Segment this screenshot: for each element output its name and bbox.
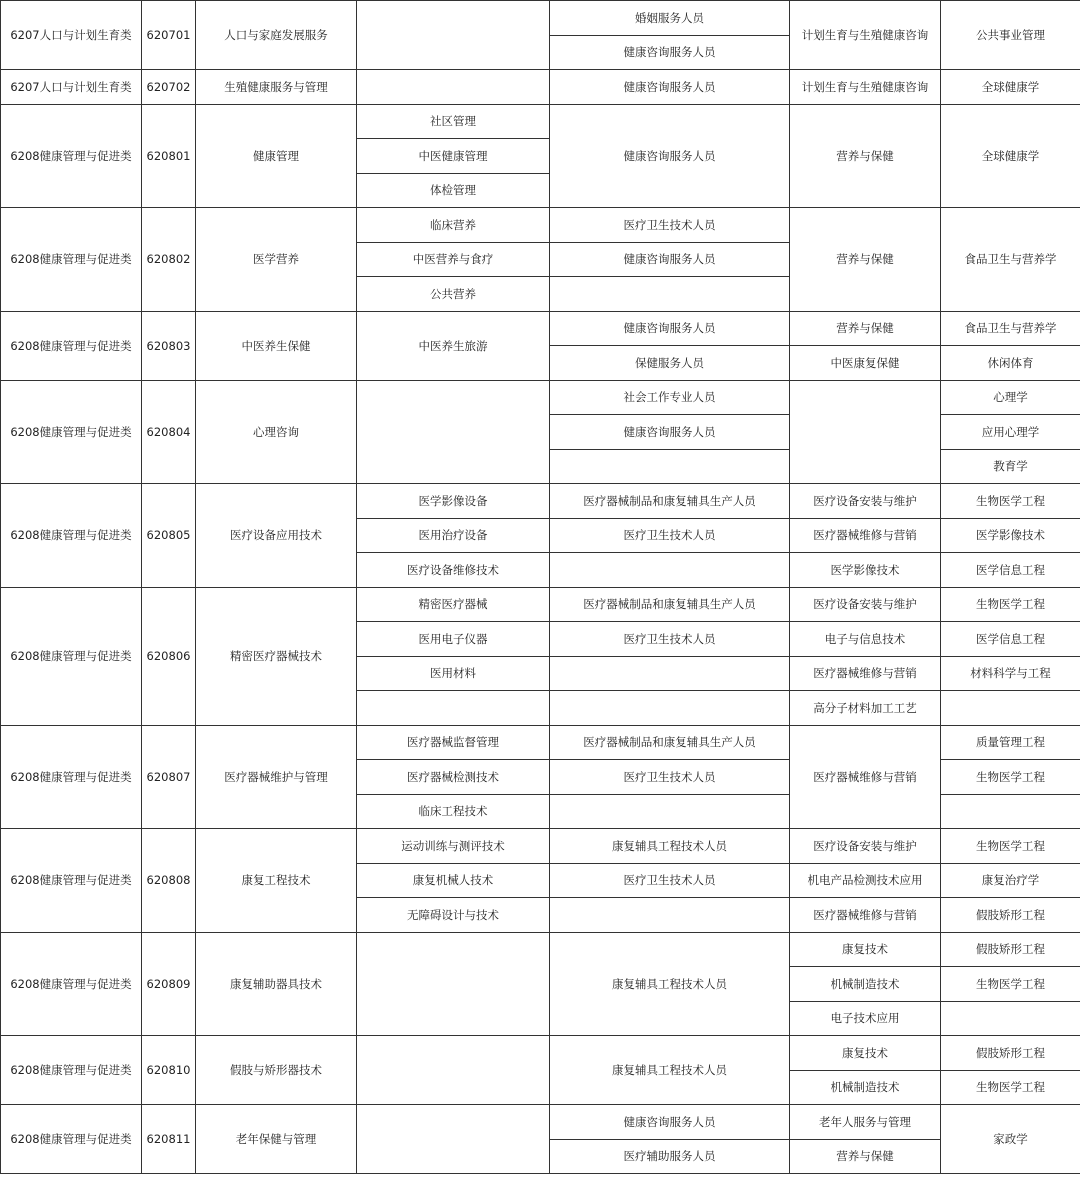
secondary-major-cell: 营养与保健 [790,104,941,208]
undergrad-major-cell [941,794,1080,829]
direction-cell: 医用治疗设备 [357,518,550,553]
category-cell: 6208健康管理与促进类 [1,484,142,588]
occupation-cell: 健康咨询服务人员 [550,311,790,346]
occupation-cell: 社会工作专业人员 [550,380,790,415]
occupation-cell: 医疗器械制品和康复辅具生产人员 [550,484,790,519]
major-name-cell: 生殖健康服务与管理 [196,70,357,105]
occupation-cell: 医疗器械制品和康复辅具生产人员 [550,725,790,760]
code-cell: 620809 [142,932,196,1036]
occupation-cell: 健康咨询服务人员 [550,104,790,208]
secondary-major-cell: 医疗设备安装与维护 [790,829,941,864]
category-cell: 6207人口与计划生育类 [1,70,142,105]
secondary-major-cell: 电子与信息技术 [790,622,941,657]
major-name-cell: 医疗器械维护与管理 [196,725,357,829]
code-cell: 620807 [142,725,196,829]
occupation-cell: 健康咨询服务人员 [550,35,790,70]
category-cell: 6208健康管理与促进类 [1,1105,142,1174]
category-cell: 6208健康管理与促进类 [1,311,142,380]
code-cell: 620801 [142,104,196,208]
major-name-cell: 康复辅助器具技术 [196,932,357,1036]
occupation-cell: 医疗卫生技术人员 [550,518,790,553]
undergrad-major-cell: 生物医学工程 [941,967,1080,1002]
occupation-cell: 医疗辅助服务人员 [550,1139,790,1174]
undergrad-major-cell: 食品卫生与营养学 [941,311,1080,346]
undergrad-major-cell: 生物医学工程 [941,1070,1080,1105]
occupation-cell: 康复辅具工程技术人员 [550,1036,790,1105]
major-name-cell: 心理咨询 [196,380,357,484]
direction-cell: 医疗设备维修技术 [357,553,550,588]
direction-cell: 临床营养 [357,208,550,243]
direction-cell: 医疗器械监督管理 [357,725,550,760]
direction-cell: 公共营养 [357,277,550,312]
secondary-major-cell: 营养与保健 [790,208,941,312]
table-row [1,380,1080,415]
table-row [1,1105,1080,1140]
undergrad-major-cell: 生物医学工程 [941,829,1080,864]
occupation-cell: 婚姻服务人员 [550,1,790,36]
occupation-cell [550,898,790,933]
direction-cell [357,380,550,484]
secondary-major-cell: 康复技术 [790,1036,941,1071]
occupation-cell: 医疗卫生技术人员 [550,622,790,657]
code-cell: 620702 [142,70,196,105]
secondary-major-cell: 中医康复保健 [790,346,941,381]
secondary-major-cell: 康复技术 [790,932,941,967]
occupation-cell [550,553,790,588]
category-cell: 6208健康管理与促进类 [1,725,142,829]
code-cell: 620701 [142,1,196,70]
undergrad-major-cell: 康复治疗学 [941,863,1080,898]
secondary-major-cell: 医疗器械维修与营销 [790,725,941,829]
direction-cell: 医学影像设备 [357,484,550,519]
undergrad-major-cell: 心理学 [941,380,1080,415]
secondary-major-cell: 高分子材料加工工艺 [790,691,941,726]
table-row [1,1,1080,36]
direction-cell: 医用材料 [357,656,550,691]
undergrad-major-cell: 生物医学工程 [941,760,1080,795]
occupation-cell: 医疗卫生技术人员 [550,760,790,795]
direction-cell: 医用电子仪器 [357,622,550,657]
undergrad-major-cell: 假肢矫形工程 [941,898,1080,933]
undergrad-major-cell: 假肢矫形工程 [941,1036,1080,1071]
table-row [1,208,1080,243]
table-row [1,311,1080,346]
undergrad-major-cell: 质量管理工程 [941,725,1080,760]
major-name-cell: 精密医疗器械技术 [196,587,357,725]
direction-cell: 中医养生旅游 [357,311,550,380]
secondary-major-cell: 医疗器械维修与营销 [790,518,941,553]
table-row [1,725,1080,760]
major-name-cell: 中医养生保健 [196,311,357,380]
secondary-major-cell: 医疗器械维修与营销 [790,898,941,933]
secondary-major-cell: 营养与保健 [790,311,941,346]
major-name-cell: 康复工程技术 [196,829,357,933]
major-name-cell: 假肢与矫形器技术 [196,1036,357,1105]
direction-cell: 无障碍设计与技术 [357,898,550,933]
table-row [1,932,1080,967]
direction-cell: 精密医疗器械 [357,587,550,622]
table-row [1,104,1080,139]
occupation-cell: 健康咨询服务人员 [550,70,790,105]
secondary-major-cell: 计划生育与生殖健康咨询 [790,70,941,105]
secondary-major-cell [790,380,941,484]
category-cell: 6208健康管理与促进类 [1,932,142,1036]
occupation-cell: 医疗卫生技术人员 [550,863,790,898]
occupation-cell: 保健服务人员 [550,346,790,381]
undergrad-major-cell: 食品卫生与营养学 [941,208,1080,312]
direction-cell [357,1,550,70]
code-cell: 620802 [142,208,196,312]
major-name-cell: 老年保健与管理 [196,1105,357,1174]
secondary-major-cell: 营养与保健 [790,1139,941,1174]
secondary-major-cell: 医疗器械维修与营销 [790,656,941,691]
occupation-cell [550,691,790,726]
occupation-cell: 健康咨询服务人员 [550,242,790,277]
direction-cell [357,1105,550,1174]
undergrad-major-cell: 医学影像技术 [941,518,1080,553]
occupation-cell [550,277,790,312]
major-name-cell: 医疗设备应用技术 [196,484,357,588]
undergrad-major-cell: 生物医学工程 [941,587,1080,622]
undergrad-major-cell: 公共事业管理 [941,1,1080,70]
code-cell: 620806 [142,587,196,725]
secondary-major-cell: 计划生育与生殖健康咨询 [790,1,941,70]
major-name-cell: 人口与家庭发展服务 [196,1,357,70]
code-cell: 620805 [142,484,196,588]
secondary-major-cell: 机械制造技术 [790,1070,941,1105]
undergrad-major-cell: 全球健康学 [941,70,1080,105]
undergrad-major-cell: 休闲体育 [941,346,1080,381]
category-cell: 6208健康管理与促进类 [1,380,142,484]
direction-cell: 运动训练与测评技术 [357,829,550,864]
undergrad-major-cell: 医学信息工程 [941,622,1080,657]
occupation-cell: 医疗器械制品和康复辅具生产人员 [550,587,790,622]
secondary-major-cell: 医疗设备安装与维护 [790,587,941,622]
occupation-cell: 康复辅具工程技术人员 [550,932,790,1036]
category-cell: 6208健康管理与促进类 [1,208,142,312]
code-cell: 620811 [142,1105,196,1174]
code-cell: 620803 [142,311,196,380]
table-row [1,1036,1080,1071]
occupation-cell: 健康咨询服务人员 [550,1105,790,1140]
direction-cell: 康复机械人技术 [357,863,550,898]
undergrad-major-cell: 生物医学工程 [941,484,1080,519]
category-cell: 6207人口与计划生育类 [1,1,142,70]
major-name-cell: 健康管理 [196,104,357,208]
secondary-major-cell: 电子技术应用 [790,1001,941,1036]
undergrad-major-cell: 教育学 [941,449,1080,484]
undergrad-major-cell: 医学信息工程 [941,553,1080,588]
category-cell: 6208健康管理与促进类 [1,829,142,933]
code-cell: 620804 [142,380,196,484]
secondary-major-cell: 机电产品检测技术应用 [790,863,941,898]
undergrad-major-cell [941,1001,1080,1036]
code-cell: 620810 [142,1036,196,1105]
direction-cell: 临床工程技术 [357,794,550,829]
code-cell: 620808 [142,829,196,933]
occupation-cell [550,656,790,691]
direction-cell [357,932,550,1036]
secondary-major-cell: 医学影像技术 [790,553,941,588]
secondary-major-cell: 老年人服务与管理 [790,1105,941,1140]
occupation-cell [550,794,790,829]
undergrad-major-cell: 家政学 [941,1105,1080,1174]
direction-cell [357,1036,550,1105]
occupation-cell: 康复辅具工程技术人员 [550,829,790,864]
direction-cell [357,691,550,726]
category-cell: 6208健康管理与促进类 [1,587,142,725]
secondary-major-cell: 医疗设备安装与维护 [790,484,941,519]
table-row [1,587,1080,622]
table-body [1,1,1080,1174]
undergrad-major-cell: 全球健康学 [941,104,1080,208]
category-cell: 6208健康管理与促进类 [1,104,142,208]
undergrad-major-cell: 应用心理学 [941,415,1080,450]
occupation-cell: 医疗卫生技术人员 [550,208,790,243]
direction-cell: 医疗器械检测技术 [357,760,550,795]
undergrad-major-cell: 假肢矫形工程 [941,932,1080,967]
direction-cell: 中医健康管理 [357,139,550,174]
occupation-cell: 健康咨询服务人员 [550,415,790,450]
table-row [1,829,1080,864]
table-row [1,70,1080,105]
occupation-cell [550,449,790,484]
direction-cell: 中医营养与食疗 [357,242,550,277]
major-name-cell: 医学营养 [196,208,357,312]
table-row [1,484,1080,519]
secondary-major-cell: 机械制造技术 [790,967,941,1002]
undergrad-major-cell [941,691,1080,726]
direction-cell [357,70,550,105]
direction-cell: 体检管理 [357,173,550,208]
undergrad-major-cell: 材料科学与工程 [941,656,1080,691]
direction-cell: 社区管理 [357,104,550,139]
category-cell: 6208健康管理与促进类 [1,1036,142,1105]
